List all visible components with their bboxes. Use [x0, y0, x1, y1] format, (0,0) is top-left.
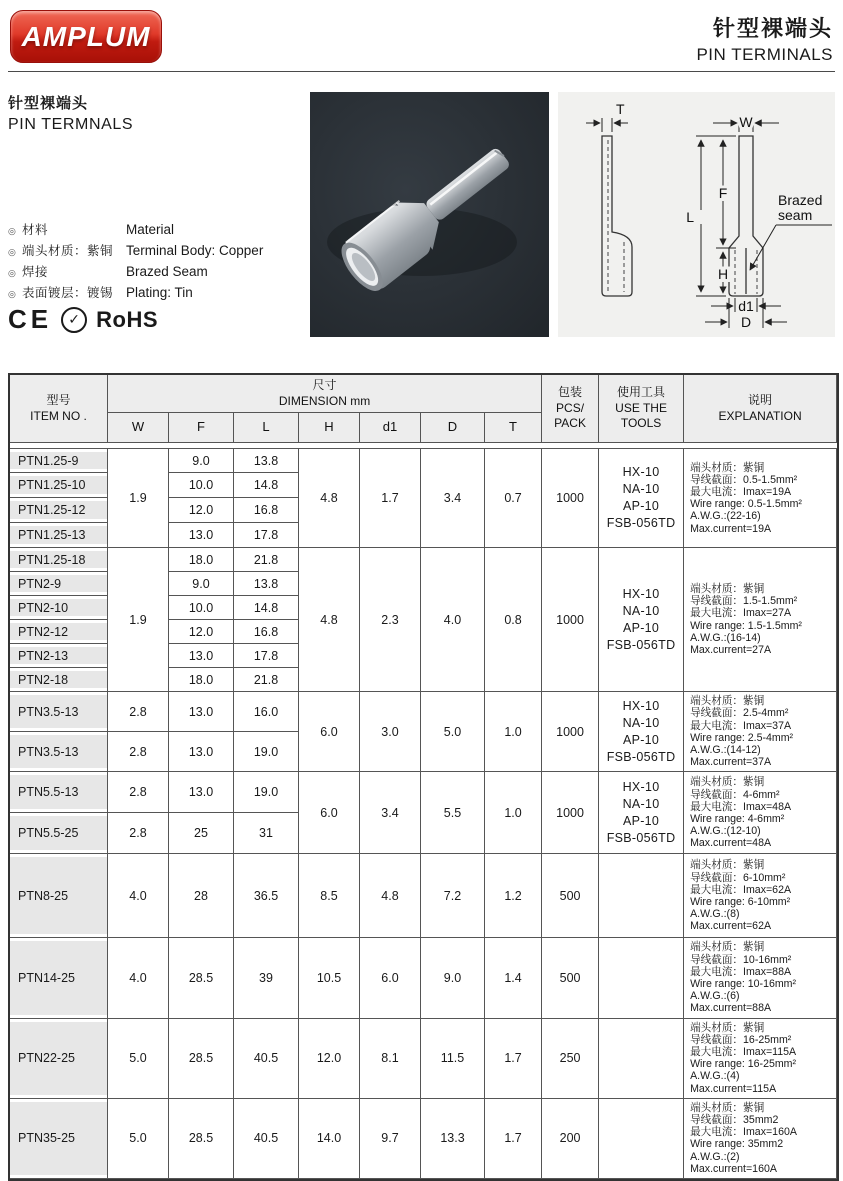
product-photo	[310, 92, 549, 337]
w-cell: 2.8	[108, 772, 169, 813]
explanation-cell: 端头材质：紫铜 导线截面：1.5-1.5mm² 最大电流：Imax=27A Wire range: 1.5-1.5mm² A.W.G.:(16-14) Max.current=27A	[684, 548, 837, 692]
tools-cell	[599, 1019, 684, 1099]
l-cell: 40.5	[234, 1099, 299, 1179]
f-cell: 13.0	[169, 732, 234, 772]
t-cell: 1.4	[485, 938, 542, 1018]
item-no-cell: PTN2-10	[10, 596, 108, 620]
bullet-icon: ◎	[8, 268, 16, 278]
page-title-cn: 针型裸端头	[712, 16, 833, 41]
h-cell: 14.0	[299, 1099, 360, 1179]
f-cell: 12.0	[169, 620, 234, 644]
material-cn: 端头材质：紫铜	[22, 244, 114, 258]
explanation-cell: 端头材质：紫铜 导线截面：6-10mm² 最大电流：Imax=62A Wire range: 6-10mm² A.W.G.:(8) Max.current=62A	[684, 854, 837, 938]
item-no-cell: PTN35-25	[10, 1099, 108, 1179]
material-cn: 材料	[22, 223, 49, 237]
f-cell: 13.0	[169, 772, 234, 813]
amplum-logo: AMPLUM	[10, 10, 162, 63]
t-cell: 1.0	[485, 772, 542, 854]
dim-label-t: T	[616, 101, 625, 117]
table-row	[10, 854, 837, 938]
l-cell: 40.5	[234, 1019, 299, 1099]
col-header-d: D	[421, 413, 485, 443]
table-row	[10, 938, 837, 1018]
f-cell: 28.5	[169, 1019, 234, 1099]
material-row	[8, 241, 263, 262]
item-no-cell: PTN2-13	[10, 644, 108, 668]
intro-section	[8, 92, 835, 338]
l-cell: 13.8	[234, 448, 299, 473]
w-cell: 4.0	[108, 854, 169, 938]
t-cell: 1.7	[485, 1019, 542, 1099]
t-cell: 0.8	[485, 548, 542, 692]
tools-cell: HX-10 NA-10 AP-10 FSB-056TD	[599, 692, 684, 772]
h-cell: 8.5	[299, 854, 360, 938]
top-bar	[8, 8, 835, 65]
table-row	[10, 448, 837, 473]
f-cell: 28.5	[169, 1099, 234, 1179]
d-cell: 5.5	[421, 772, 485, 854]
product-name-cn: 针型裸端头	[8, 95, 89, 112]
col-header-tools: 使用工具 USE THE TOOLS	[599, 375, 684, 443]
item-no-cell: PTN1.25-12	[10, 498, 108, 523]
d1-cell: 2.3	[360, 548, 421, 692]
l-cell: 16.8	[234, 498, 299, 523]
w-cell: 5.0	[108, 1019, 169, 1099]
col-header-dimension: 尺寸 DIMENSION mm	[108, 375, 542, 413]
product-info	[8, 92, 310, 338]
t-cell: 1.0	[485, 692, 542, 772]
pack-cell: 1000	[542, 448, 599, 548]
f-cell: 9.0	[169, 448, 234, 473]
col-header-f: F	[169, 413, 234, 443]
item-no-cell: PTN3.5-13	[10, 692, 108, 732]
pack-cell: 1000	[542, 772, 599, 854]
f-cell: 25	[169, 813, 234, 854]
material-en: Plating: Tin	[126, 285, 193, 300]
material-en: Terminal Body: Copper	[126, 243, 264, 258]
table-row	[10, 1019, 837, 1099]
d-cell: 13.3	[421, 1099, 485, 1179]
l-cell: 21.8	[234, 668, 299, 692]
spec-table	[8, 373, 839, 1181]
w-cell: 1.9	[108, 448, 169, 548]
h-cell: 6.0	[299, 772, 360, 854]
d-cell: 4.0	[421, 548, 485, 692]
item-no-cell: PTN1.25-10	[10, 473, 108, 498]
explanation-cell: 端头材质：紫铜 导线截面：0.5-1.5mm² 最大电流：Imax=19A Wire range: 0.5-1.5mm² A.W.G.:(22-16) Max.current=19A	[684, 448, 837, 548]
l-cell: 21.8	[234, 548, 299, 572]
material-cn: 表面镀层：镀锡	[22, 286, 114, 300]
col-header-pack: 包装 PCS/ PACK	[542, 375, 599, 443]
bullet-icon: ◎	[8, 226, 16, 236]
table-row	[10, 1099, 837, 1179]
f-cell: 28	[169, 854, 234, 938]
f-cell: 9.0	[169, 572, 234, 596]
item-no-cell: PTN3.5-13	[10, 732, 108, 772]
l-cell: 16.0	[234, 692, 299, 732]
col-header-w: W	[108, 413, 169, 443]
d1-cell: 3.4	[360, 772, 421, 854]
product-name-en: PIN TERMNALS	[8, 116, 134, 133]
dim-label-l: L	[686, 209, 694, 225]
l-cell: 36.5	[234, 854, 299, 938]
l-cell: 19.0	[234, 732, 299, 772]
l-cell: 17.8	[234, 523, 299, 548]
pack-cell: 1000	[542, 548, 599, 692]
bullet-icon: ◎	[8, 247, 16, 257]
item-no-cell: PTN1.25-9	[10, 448, 108, 473]
f-cell: 18.0	[169, 548, 234, 572]
pack-cell: 500	[542, 938, 599, 1018]
d-cell: 7.2	[421, 854, 485, 938]
dimension-diagram	[558, 92, 835, 337]
table-row	[10, 692, 837, 732]
t-cell: 1.2	[485, 854, 542, 938]
h-cell: 10.5	[299, 938, 360, 1018]
page-title-en: PIN TERMINALS	[696, 45, 833, 64]
w-cell: 2.8	[108, 732, 169, 772]
w-cell: 2.8	[108, 813, 169, 854]
tools-cell: HX-10 NA-10 AP-10 FSB-056TD	[599, 548, 684, 692]
explanation-cell: 端头材质：紫铜 导线截面：10-16mm² 最大电流：Imax=88A Wire range: 10-16mm² A.W.G.:(6) Max.current=88A	[684, 938, 837, 1018]
explanation-cell: 端头材质：紫铜 导线截面：16-25mm² 最大电流：Imax=115A Wire range: 16-25mm² A.W.G.:(4) Max.current=115A	[684, 1019, 837, 1099]
f-cell: 10.0	[169, 596, 234, 620]
t-cell: 0.7	[485, 448, 542, 548]
item-no-cell: PTN1.25-18	[10, 548, 108, 572]
d1-cell: 8.1	[360, 1019, 421, 1099]
h-cell: 6.0	[299, 692, 360, 772]
f-cell: 28.5	[169, 938, 234, 1018]
d-cell: 5.0	[421, 692, 485, 772]
certification-marks	[8, 304, 158, 335]
tools-cell	[599, 938, 684, 1018]
d1-cell: 6.0	[360, 938, 421, 1018]
material-en: Material	[126, 222, 175, 237]
tools-cell: HX-10 NA-10 AP-10 FSB-056TD	[599, 772, 684, 854]
table-row	[10, 548, 837, 572]
sgs-icon: ✓	[61, 307, 87, 333]
table-row	[10, 772, 837, 813]
d-cell: 9.0	[421, 938, 485, 1018]
col-header-t: T	[485, 413, 542, 443]
header-divider	[8, 71, 835, 72]
material-cn: 焊接	[22, 265, 49, 279]
col-header-explanation: 说明 EXPLANATION	[684, 375, 837, 443]
d-cell: 11.5	[421, 1019, 485, 1099]
dim-label-h: H	[717, 266, 729, 282]
dim-label-d1: d1	[738, 298, 754, 314]
l-cell: 17.8	[234, 644, 299, 668]
w-cell: 2.8	[108, 692, 169, 732]
material-row	[8, 262, 263, 283]
item-no-cell: PTN2-9	[10, 572, 108, 596]
material-row	[8, 283, 263, 304]
brazed-seam-label: Brazed	[778, 192, 823, 208]
ce-icon: CE	[8, 304, 53, 334]
h-cell: 4.8	[299, 548, 360, 692]
t-cell: 1.7	[485, 1099, 542, 1179]
l-cell: 39	[234, 938, 299, 1018]
pack-cell: 200	[542, 1099, 599, 1179]
w-cell: 5.0	[108, 1099, 169, 1179]
dim-label-f: F	[718, 185, 728, 201]
l-cell: 16.8	[234, 620, 299, 644]
f-cell: 13.0	[169, 523, 234, 548]
dim-label-d: D	[740, 314, 752, 330]
l-cell: 19.0	[234, 772, 299, 813]
f-cell: 18.0	[169, 668, 234, 692]
dim-label-w: W	[739, 114, 753, 130]
item-no-cell: PTN5.5-25	[10, 813, 108, 854]
f-cell: 10.0	[169, 473, 234, 498]
l-cell: 14.8	[234, 473, 299, 498]
col-header-l: L	[234, 413, 299, 443]
item-no-cell: PTN5.5-13	[10, 772, 108, 813]
d1-cell: 3.0	[360, 692, 421, 772]
material-list	[8, 220, 263, 304]
spec-table-body	[10, 448, 837, 1179]
d1-cell: 9.7	[360, 1099, 421, 1179]
tools-cell: HX-10 NA-10 AP-10 FSB-056TD	[599, 448, 684, 548]
item-no-cell: PTN2-18	[10, 668, 108, 692]
explanation-cell: 端头材质：紫铜 导线截面：4-6mm² 最大电流：Imax=48A Wire range: 4-6mm² A.W.G.:(12-10) Max.current=48A	[684, 772, 837, 854]
rohs-label: RoHS	[96, 306, 159, 332]
tools-cell	[599, 854, 684, 938]
brazed-seam-label2: seam	[778, 207, 813, 223]
l-cell: 31	[234, 813, 299, 854]
explanation-cell: 端头材质：紫铜 导线截面：35mm2 最大电流：Imax=160A Wire range: 35mm2 A.W.G.:(2) Max.current=160A	[684, 1099, 837, 1179]
h-cell: 4.8	[299, 448, 360, 548]
d1-cell: 4.8	[360, 854, 421, 938]
f-cell: 13.0	[169, 692, 234, 732]
pack-cell: 1000	[542, 692, 599, 772]
bullet-icon: ◎	[8, 289, 16, 299]
tools-cell	[599, 1099, 684, 1179]
item-no-cell: PTN8-25	[10, 854, 108, 938]
pack-cell: 250	[542, 1019, 599, 1099]
explanation-cell: 端头材质：紫铜 导线截面：2.5-4mm² 最大电流：Imax=37A Wire range: 2.5-4mm² A.W.G.:(14-12) Max.current=37A	[684, 692, 837, 772]
d1-cell: 1.7	[360, 448, 421, 548]
l-cell: 13.8	[234, 572, 299, 596]
material-en: Brazed Seam	[126, 264, 208, 279]
page-title	[696, 8, 833, 65]
item-no-cell: PTN22-25	[10, 1019, 108, 1099]
col-header-item: 型号 ITEM NO .	[10, 375, 108, 443]
material-row	[8, 220, 263, 241]
col-header-h: H	[299, 413, 360, 443]
l-cell: 14.8	[234, 596, 299, 620]
w-cell: 4.0	[108, 938, 169, 1018]
item-no-cell: PTN14-25	[10, 938, 108, 1018]
d-cell: 3.4	[421, 448, 485, 548]
f-cell: 12.0	[169, 498, 234, 523]
w-cell: 1.9	[108, 548, 169, 692]
f-cell: 13.0	[169, 644, 234, 668]
item-no-cell: PTN1.25-13	[10, 523, 108, 548]
item-no-cell: PTN2-12	[10, 620, 108, 644]
h-cell: 12.0	[299, 1019, 360, 1099]
pack-cell: 500	[542, 854, 599, 938]
col-header-d1: d1	[360, 413, 421, 443]
